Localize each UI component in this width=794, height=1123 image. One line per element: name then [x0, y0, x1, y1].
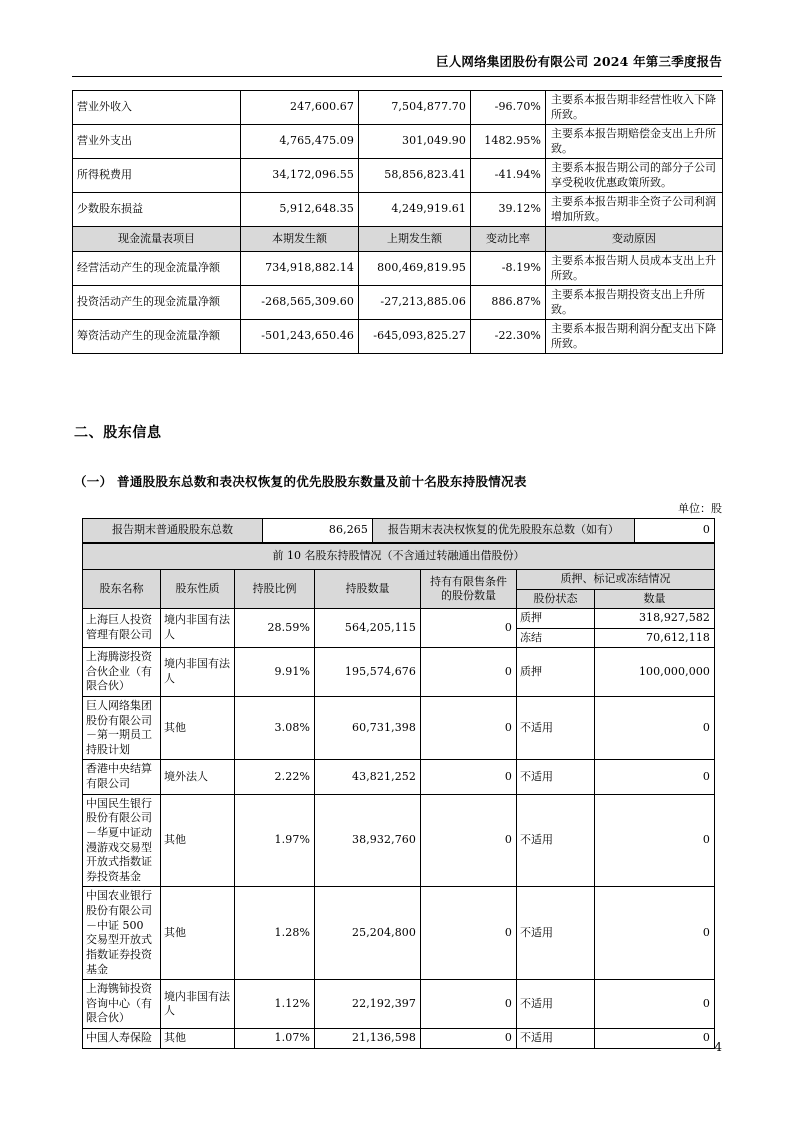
table-row [73, 320, 723, 354]
shareholder-ratio: 9.91% [235, 648, 315, 697]
shareholder-name: 上海镌铈投资咨询中心（有限合伙） [83, 980, 161, 1029]
table-row [73, 159, 723, 193]
shareholder-nature: 境内非国有法人 [161, 648, 235, 697]
pledge-amount: 0 [595, 794, 715, 887]
preferred-holders-value: 0 [635, 519, 715, 543]
current-amount: 34,172,096.55 [241, 159, 359, 193]
table-row [73, 286, 723, 320]
shareholder-ratio: 1.07% [235, 1029, 315, 1049]
pledge-amount: 318,927,582 [595, 609, 715, 629]
shareholder-ratio: 28.59% [235, 609, 315, 648]
prior-amount: 58,856,823.41 [359, 159, 471, 193]
pledge-amount: 0 [595, 1029, 715, 1049]
item: 营业外支出 [73, 125, 241, 159]
change-reason: 主要系本报告期利润分配支出下降所致。 [546, 320, 723, 354]
change-ratio: -22.30% [471, 320, 546, 354]
subsection-heading: （一） 普通股股东总数和表决权恢复的优先股股东数量及前十名股东持股情况表 [74, 474, 527, 489]
change-reason: 主要系本报告期赔偿金支出上升所致。 [546, 125, 723, 159]
pledge-amount: 0 [595, 696, 715, 760]
page-number: 4 [714, 1040, 722, 1054]
pledge-status: 不适用 [517, 794, 595, 887]
shareholder-name: 巨人网络集团股份有限公司－第一期员工持股计划 [83, 696, 161, 760]
change-ratio: -96.70% [471, 91, 546, 125]
table-row [73, 91, 723, 125]
shareholder-restricted: 0 [421, 696, 517, 760]
pledge-status: 质押 [517, 609, 595, 629]
shareholder-restricted: 0 [421, 1029, 517, 1049]
pledge-amount: 0 [595, 887, 715, 980]
col-header-status: 股份状态 [517, 589, 595, 609]
pledge-status: 不适用 [517, 760, 595, 794]
top10-shareholders-table [82, 543, 715, 1049]
pledge-status: 冻结 [517, 628, 595, 648]
shareholder-name: 中国民生银行股份有限公司－华夏中证动漫游戏交易型开放式指数证券投资基金 [83, 794, 161, 887]
pledge-status: 质押 [517, 648, 595, 697]
shareholder-quantity: 38,932,760 [315, 794, 421, 887]
shareholder-name: 上海巨人投资管理有限公司 [83, 609, 161, 648]
shareholder-quantity: 195,574,676 [315, 648, 421, 697]
shareholder-restricted: 0 [421, 887, 517, 980]
shareholder-quantity: 21,136,598 [315, 1029, 421, 1049]
prior-amount: 301,049.90 [359, 125, 471, 159]
change-reason: 主要系本报告期投资支出上升所致。 [546, 286, 723, 320]
change-analysis-table [72, 90, 723, 354]
shareholder-restricted: 0 [421, 794, 517, 887]
col-header-name: 股东名称 [83, 570, 161, 609]
shareholder-ratio: 2.22% [235, 760, 315, 794]
shareholder-ratio: 1.97% [235, 794, 315, 887]
pledge-amount: 70,612,118 [595, 628, 715, 648]
table-row [83, 980, 715, 1029]
pledge-amount: 0 [595, 760, 715, 794]
col-header-amount: 数量 [595, 589, 715, 609]
table-row [83, 519, 715, 543]
section-heading: 二、股东信息 [74, 425, 162, 441]
change-analysis-body [73, 91, 723, 354]
unit-note: 单位：股 [678, 502, 722, 515]
shareholder-name: 香港中央结算有限公司 [83, 760, 161, 794]
col-header-pledge-group: 质押、标记或冻结情况 [517, 570, 715, 590]
shareholder-nature: 境外法人 [161, 760, 235, 794]
current-amount: -268,565,309.60 [241, 286, 359, 320]
shareholder-nature: 其他 [161, 1029, 235, 1049]
shareholder-ratio: 1.12% [235, 980, 315, 1029]
shareholder-quantity: 60,731,398 [315, 696, 421, 760]
table-row [83, 887, 715, 980]
prior-amount: -27,213,885.06 [359, 286, 471, 320]
item: 所得税费用 [73, 159, 241, 193]
shareholder-tables-wrap [82, 518, 714, 1049]
header-rule [72, 76, 722, 77]
change-ratio: -41.94% [471, 159, 546, 193]
top10-header-row-1 [83, 570, 715, 590]
table-row [73, 193, 723, 227]
prior-amount: 4,249,919.61 [359, 193, 471, 227]
cashflow-col-item: 现金流量表项目 [73, 227, 241, 252]
pledge-amount: 100,000,000 [595, 648, 715, 697]
change-reason: 主要系本报告期非经营性收入下降所致。 [546, 91, 723, 125]
change-ratio: 886.87% [471, 286, 546, 320]
prior-amount: 7,504,877.70 [359, 91, 471, 125]
pledge-amount: 0 [595, 980, 715, 1029]
shareholder-quantity: 22,192,397 [315, 980, 421, 1029]
shareholder-nature: 其他 [161, 794, 235, 887]
top10-title: 前 10 名股东持股情况（不含通过转融通出借股份） [83, 544, 715, 570]
shareholder-count-table [82, 518, 715, 543]
change-reason: 主要系本报告期非全资子公司利润增加所致。 [546, 193, 723, 227]
shareholder-ratio: 1.28% [235, 887, 315, 980]
shareholder-nature: 境内非国有法人 [161, 609, 235, 648]
top10-title-row [83, 544, 715, 570]
top10-body [83, 544, 715, 1049]
table-row [83, 1029, 715, 1049]
col-header-ratio: 持股比例 [235, 570, 315, 609]
cashflow-col-prior: 上期发生额 [359, 227, 471, 252]
table-row [73, 252, 723, 286]
shareholder-restricted: 0 [421, 609, 517, 648]
current-amount: 734,918,882.14 [241, 252, 359, 286]
shareholder-ratio: 3.08% [235, 696, 315, 760]
prior-amount: 800,469,819.95 [359, 252, 471, 286]
item: 少数股东损益 [73, 193, 241, 227]
cashflow-header-row [73, 227, 723, 252]
cashflow-col-change: 变动比率 [471, 227, 546, 252]
table-row [83, 648, 715, 697]
change-reason: 主要系本报告期人员成本支出上升所致。 [546, 252, 723, 286]
shareholder-nature: 境内非国有法人 [161, 980, 235, 1029]
prior-amount: -645,093,825.27 [359, 320, 471, 354]
change-analysis-table-wrap [72, 90, 722, 354]
shareholder-nature: 其他 [161, 696, 235, 760]
item: 投资活动产生的现金流量净额 [73, 286, 241, 320]
change-ratio: 1482.95% [471, 125, 546, 159]
col-header-quantity: 持股数量 [315, 570, 421, 609]
item: 经营活动产生的现金流量净额 [73, 252, 241, 286]
shareholder-quantity: 43,821,252 [315, 760, 421, 794]
shareholder-restricted: 0 [421, 648, 517, 697]
cashflow-col-reason: 变动原因 [546, 227, 723, 252]
pledge-status: 不适用 [517, 696, 595, 760]
pledge-status: 不适用 [517, 1029, 595, 1049]
table-row [83, 760, 715, 794]
shareholder-name: 中国人寿保险 [83, 1029, 161, 1049]
table-row [83, 794, 715, 887]
col-header-restricted: 持有有限售条件的股份数量 [421, 570, 517, 609]
current-amount: 247,600.67 [241, 91, 359, 125]
common-holders-value: 86,265 [263, 519, 373, 543]
running-header: 巨人网络集团股份有限公司 2024 年第三季度报告 [436, 54, 722, 69]
current-amount: 4,765,475.09 [241, 125, 359, 159]
pledge-status: 不适用 [517, 980, 595, 1029]
shareholder-name: 上海腾澎投资合伙企业（有限合伙） [83, 648, 161, 697]
pledge-status: 不适用 [517, 887, 595, 980]
common-holders-label: 报告期末普通股股东总数 [83, 519, 263, 543]
shareholder-quantity: 564,205,115 [315, 609, 421, 648]
cashflow-col-current: 本期发生额 [241, 227, 359, 252]
col-header-nature: 股东性质 [161, 570, 235, 609]
current-amount: 5,912,648.35 [241, 193, 359, 227]
table-row [73, 125, 723, 159]
change-reason: 主要系本报告期公司的部分子公司享受税收优惠政策所致。 [546, 159, 723, 193]
shareholder-restricted: 0 [421, 760, 517, 794]
item: 筹资活动产生的现金流量净额 [73, 320, 241, 354]
item: 营业外收入 [73, 91, 241, 125]
shareholder-nature: 其他 [161, 887, 235, 980]
shareholder-restricted: 0 [421, 980, 517, 1029]
preferred-holders-label: 报告期末表决权恢复的优先股股东总数（如有） [373, 519, 635, 543]
shareholder-quantity: 25,204,800 [315, 887, 421, 980]
current-amount: -501,243,650.46 [241, 320, 359, 354]
table-row [83, 696, 715, 760]
change-ratio: 39.12% [471, 193, 546, 227]
change-ratio: -8.19% [471, 252, 546, 286]
shareholder-name: 中国农业银行股份有限公司－中证 500 交易型开放式指数证券投资基金 [83, 887, 161, 980]
table-row [83, 609, 715, 629]
